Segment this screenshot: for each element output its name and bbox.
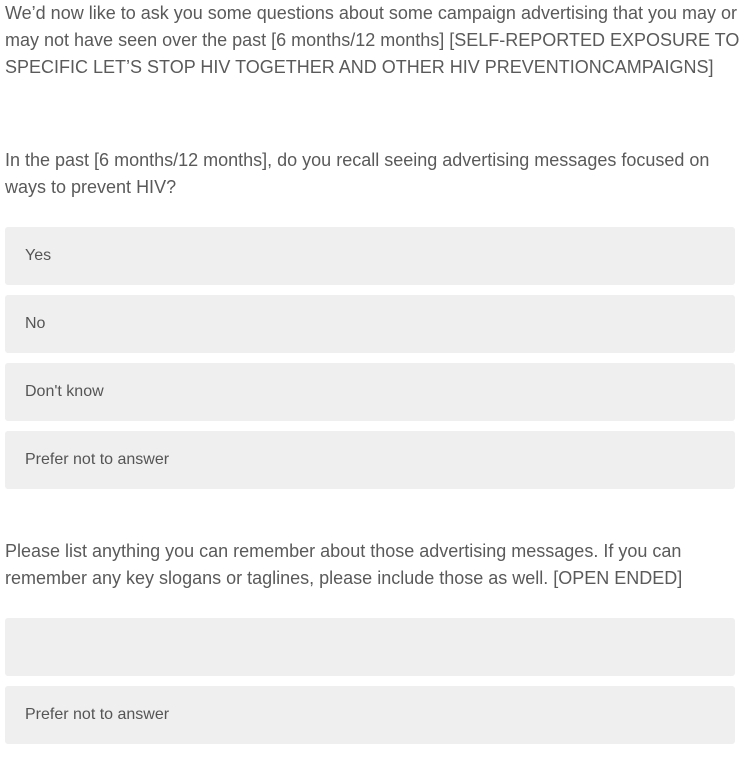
option-yes-label: Yes: [25, 247, 52, 264]
open-ended-answer-input[interactable]: [5, 618, 735, 676]
option-no-label: No: [25, 315, 46, 332]
option-yes[interactable]: [5, 227, 735, 285]
option-prefer-not-to-answer-q1[interactable]: [5, 431, 735, 489]
intro-text: We’d now like to ask you some questions about some campaign advertising that you may or may not have seen over the past [6 months/12 months] [SELF-REPORTED EXPOSURE TO SPECIFIC LET’S STOP HIV TOGETHER AND OTHER HIV PREVENTIONCAMPAIGNS]: [5, 3, 740, 77]
option-prefer-not-to-answer-q2[interactable]: [5, 686, 735, 744]
option-dont-know-label: Don't know: [25, 383, 104, 400]
option-prefer-not-to-answer-q1-label: Prefer not to answer: [25, 451, 170, 468]
question-1-text: In the past [6 months/12 months], do you recall seeing advertising messages focused on ways to prevent HIV?: [5, 150, 710, 197]
question-2-text: Please list anything you can remember about those advertising messages. If you can remember any key slogans or taglines, please include those as well. [OPEN ENDED]: [5, 541, 683, 588]
option-no[interactable]: [5, 295, 735, 353]
option-dont-know[interactable]: [5, 363, 735, 421]
option-prefer-not-to-answer-q2-label: Prefer not to answer: [25, 706, 170, 723]
